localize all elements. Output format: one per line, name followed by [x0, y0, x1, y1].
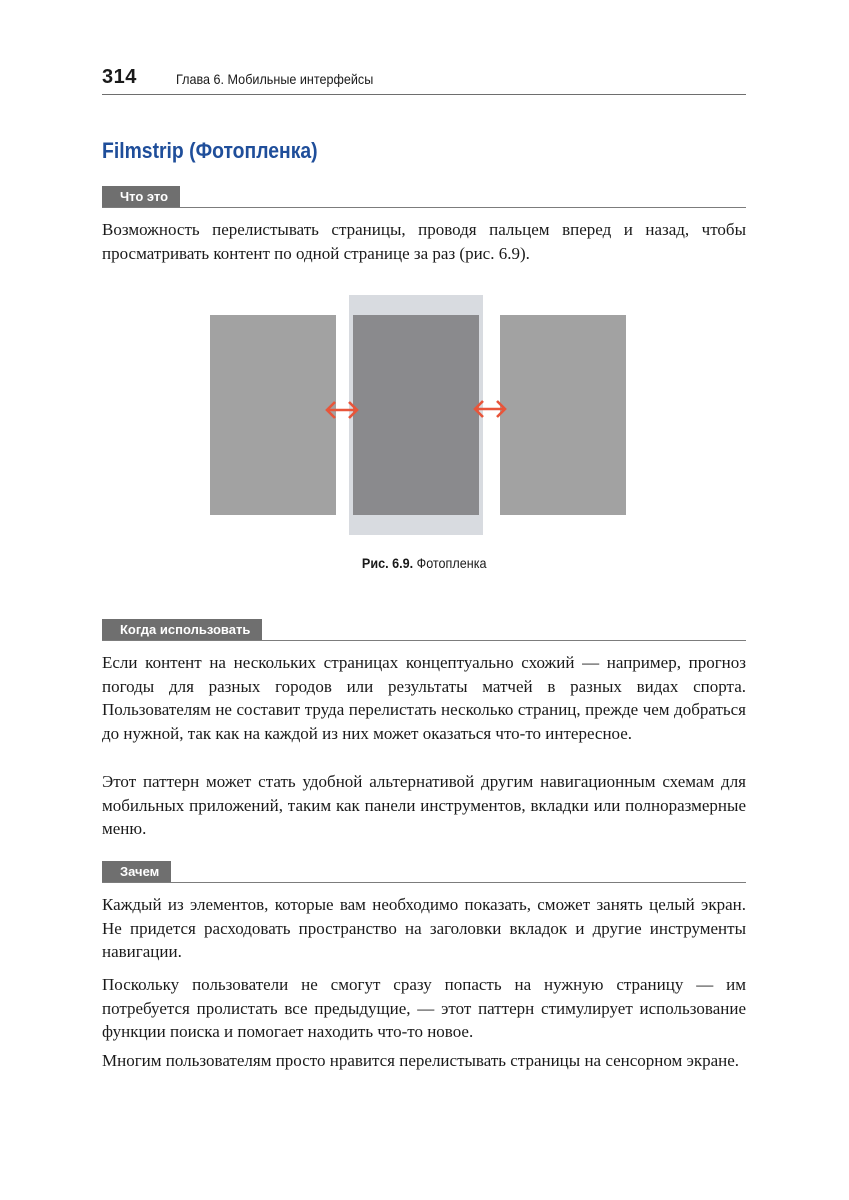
- subhead-why-label: Зачем: [102, 861, 171, 882]
- why-paragraph-1: Каждый из элементов, которые вам необходимо показать, сможет занять целый экран. Не придется расходовать пространство на заголовки вкладок и другие инструменты навигации.: [102, 895, 746, 961]
- section-title: Filmstrip (Фотопленка): [102, 138, 318, 163]
- subhead-why: [102, 861, 746, 883]
- swipe-left-arrow-icon: [324, 399, 360, 421]
- when-paragraph-1: Если контент на нескольких страницах концептуально схожий — например, прогноз погоды для разных городов или результаты матчей в разных видах спорта. Пользователям не составит труда перелистать несколько страниц, прежде чем добраться до нужной, так как на каждой из них может оказаться что-то интересное.: [102, 653, 746, 743]
- subhead-when: [102, 619, 746, 641]
- why-paragraph-2: Поскольку пользователи не смогут сразу попасть на нужную страницу — им потребуется пролистать все предыдущие, — этот паттерн стимулирует использование функции поиска и помогает находить что-то новое.: [102, 975, 746, 1041]
- why-paragraph-3: Многим пользователям просто нравится перелистывать страницы на сенсорном экране.: [102, 1051, 740, 1070]
- filmstrip-figure: [210, 295, 626, 535]
- subhead-when-label: Когда использовать: [102, 619, 262, 640]
- running-head: [102, 64, 746, 95]
- subhead-what: [102, 186, 746, 208]
- previous-page-panel: [210, 315, 336, 515]
- subhead-what-label: Что это: [102, 186, 180, 207]
- caption-number: Рис. 6.9.: [362, 555, 414, 571]
- figure-caption: [0, 555, 849, 571]
- next-page-panel: [500, 315, 626, 515]
- when-paragraph-2: Этот паттерн может стать удобной альтернативой другим навигационным схемам для мобильных приложений, таким как панели инструментов, вкладки или полноразмерные меню.: [102, 772, 746, 838]
- what-paragraph: Возможность перелистывать страницы, проводя пальцем вперед и назад, чтобы просматривать контент по одной странице за раз (рис. 6.9).: [102, 220, 746, 263]
- current-page-panel: [353, 315, 479, 515]
- chapter-title: Глава 6. Мобильные интерфейсы: [176, 71, 374, 87]
- page-number: 314: [102, 66, 137, 88]
- caption-text: Фотопленка: [416, 555, 487, 571]
- swipe-right-arrow-icon: [472, 398, 508, 420]
